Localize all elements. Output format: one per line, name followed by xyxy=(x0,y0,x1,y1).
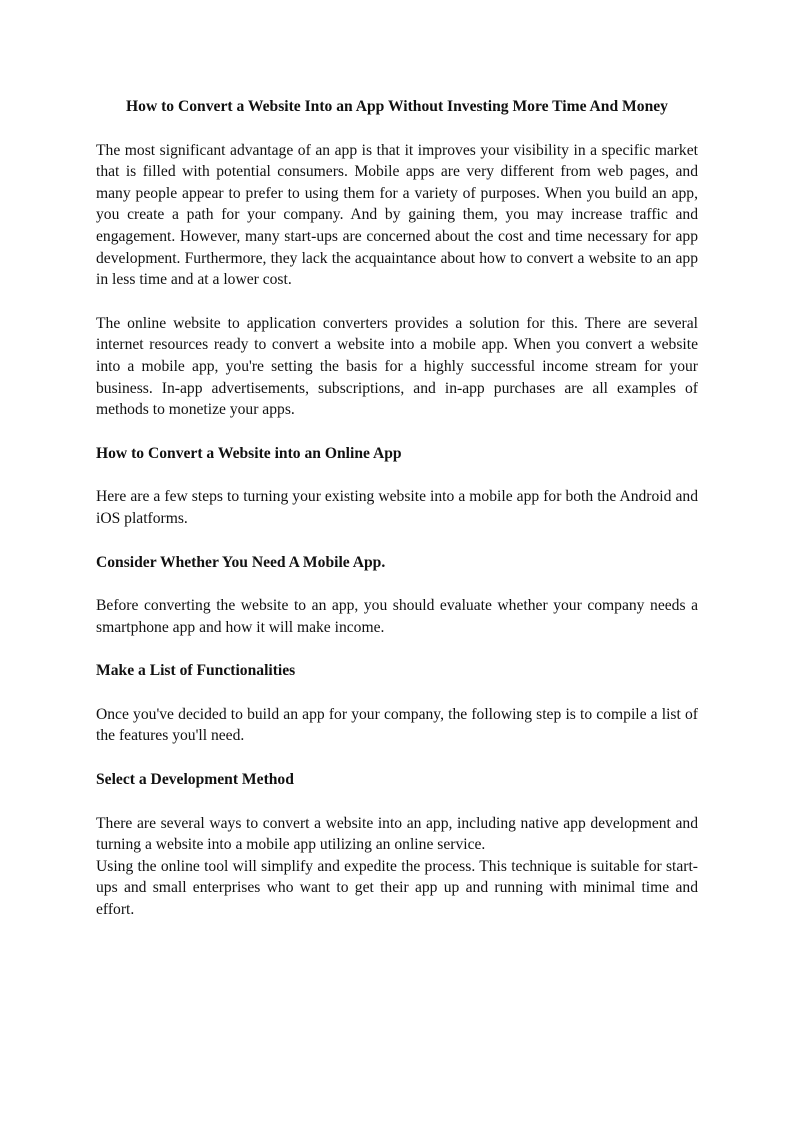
step-3-heading: Select a Development Method xyxy=(96,771,294,789)
step-2-paragraph: Once you've decided to build an app for your company, the following step is to compile a list of the features you'll need. xyxy=(96,705,698,745)
step-3-paragraph-1: There are several ways to convert a website into an app, including native app development and turning a website into a mobile app utilizing an online service. xyxy=(96,814,698,854)
step-1-heading: Consider Whether You Need A Mobile App. xyxy=(96,553,386,571)
document-title: How to Convert a Website Into an App Without Investing More Time And Money xyxy=(126,98,668,115)
step-3-paragraph-2: Using the online tool will simplify and expedite the process. This technique is suitable for start-ups and small enterprises who want to get their app up and running with minimal time and effort. xyxy=(96,857,698,919)
step-2-heading: Make a List of Functionalities xyxy=(96,662,296,680)
document-page xyxy=(96,96,698,943)
intro-paragraph-2: The online website to application converters provides a solution for this. There are several internet resources ready to convert a website into a mobile app. When you convert a website into a mobile app, you're setting the basis for a highly successful income stream for your business. In-app advertisements, subscriptions, and in-app purchases are all examples of methods to monetize your apps. xyxy=(96,314,698,419)
section-heading: How to Convert a Website into an Online App xyxy=(96,444,402,462)
step-1-paragraph: Before converting the website to an app, you should evaluate whether your company needs a smartphone app and how it will make income. xyxy=(96,597,698,636)
intro-paragraph-1: The most significant advantage of an app is that it improves your visibility in a specific market that is filled with potential consumers. Mobile apps are very different from web pages, and many people appear to prefer to using them for a variety of purposes. When you build an app, you create a path for your company. And by gaining them, you may increase traffic and engagement. However, many start-ups are concerned about the cost and time necessary for app development. Furthermore, they lack the acquaintance about how to convert a website to an app in less time and at a lower cost. xyxy=(96,141,698,289)
section-intro-paragraph: Here are a few steps to turning your existing website into a mobile app for both the Android and iOS platforms. xyxy=(96,488,698,527)
